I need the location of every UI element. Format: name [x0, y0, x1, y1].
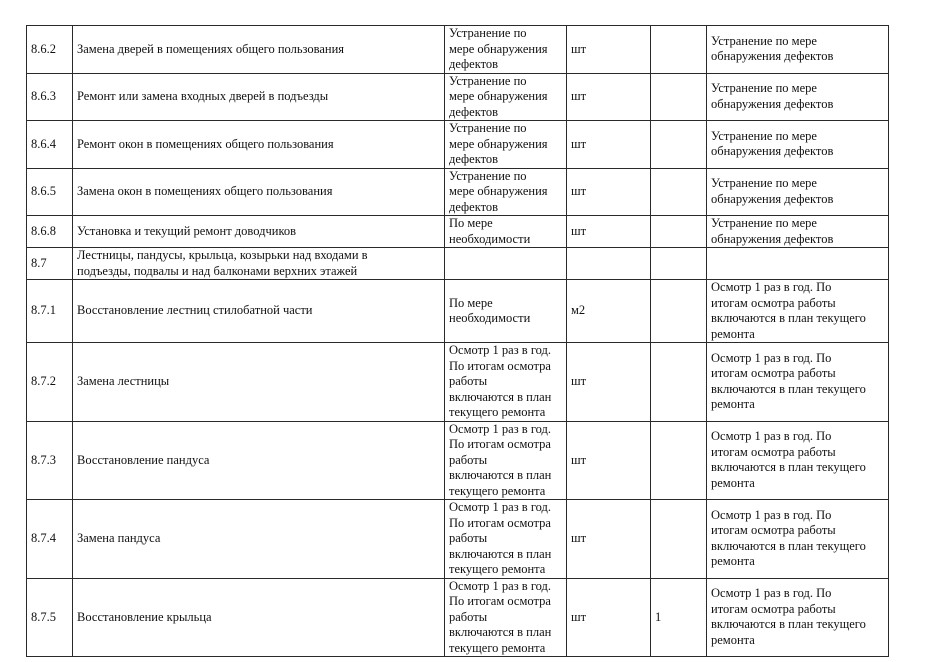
row-number: 8.6.2 [27, 26, 73, 74]
quantity [651, 421, 707, 500]
table-row [27, 121, 889, 169]
work-periodicity: Осмотр 1 раз в год. По итогам осмотра работы включаются в план текущего ремонта [449, 343, 552, 419]
quantity [651, 280, 707, 343]
work-name: Замена окон в помещениях общего пользования [73, 168, 445, 216]
quantity: 1 [651, 578, 707, 657]
unit-of-measure [567, 248, 651, 280]
note: Осмотр 1 раз в год. По итогам осмотра работы включаются в план текущего ремонта [711, 429, 866, 490]
work-name: Замена пандуса [73, 500, 445, 579]
work-periodicity: Осмотр 1 раз в год. По итогам осмотра работы включаются в план текущего ремонта [449, 421, 552, 498]
unit-of-measure: шт [567, 343, 651, 422]
row-number: 8.6.8 [27, 216, 73, 248]
table-row [27, 500, 889, 579]
work-name: Ремонт или замена входных дверей в подъезды [73, 73, 445, 121]
table-row [27, 216, 889, 248]
work-periodicity: По мере необходимости [449, 295, 531, 325]
unit-of-measure: шт [567, 578, 651, 657]
section-number: 8.7 [27, 248, 73, 280]
work-name: Ремонт окон в помещениях общего пользования [73, 121, 445, 169]
table-row [27, 280, 889, 343]
work-periodicity: Устранение по мере обнаружения дефектов [449, 121, 548, 166]
work-periodicity: Устранение по мере обнаружения дефектов [449, 26, 548, 71]
unit-of-measure: шт [567, 216, 651, 248]
note: Осмотр 1 раз в год. По итогам осмотра работы включаются в план текущего ремонта [711, 507, 866, 569]
works-table [26, 25, 889, 657]
work-periodicity: Осмотр 1 раз в год. По итогам осмотра работы включаются в план текущего ремонта [449, 500, 552, 576]
unit-of-measure: м2 [567, 280, 651, 343]
table-row [27, 26, 889, 74]
unit-of-measure: шт [567, 73, 651, 121]
table-row [27, 73, 889, 121]
note: Устранение по мере обнаружения дефектов [711, 176, 834, 206]
quantity [651, 121, 707, 169]
note: Устранение по мере обнаружения дефектов [711, 33, 834, 64]
section-row [27, 248, 889, 280]
row-number: 8.7.5 [27, 578, 73, 657]
work-periodicity: Устранение по мере обнаружения дефектов [449, 73, 548, 119]
quantity [651, 26, 707, 74]
unit-of-measure: шт [567, 121, 651, 169]
unit-of-measure: шт [567, 26, 651, 74]
work-periodicity: По мере необходимости [449, 216, 531, 246]
quantity [651, 216, 707, 248]
note: Устранение по мере обнаружения дефектов [711, 128, 834, 159]
quantity [651, 168, 707, 216]
note [707, 248, 889, 280]
row-number: 8.7.1 [27, 280, 73, 343]
row-number: 8.7.3 [27, 421, 73, 500]
quantity [651, 248, 707, 280]
work-periodicity: Осмотр 1 раз в год. По итогам осмотра работы включаются в план текущего ремонта [449, 578, 552, 655]
note: Осмотр 1 раз в год. По итогам осмотра работы включаются в план текущего ремонта [711, 280, 866, 341]
work-name: Установка и текущий ремонт доводчиков [73, 216, 445, 248]
row-number: 8.7.4 [27, 500, 73, 579]
quantity [651, 343, 707, 422]
table-row [27, 421, 889, 500]
work-name: Восстановление крыльца [73, 578, 445, 657]
row-number: 8.6.3 [27, 73, 73, 121]
quantity [651, 500, 707, 579]
table-row [27, 343, 889, 422]
note: Устранение по мере обнаружения дефектов [711, 81, 834, 111]
unit-of-measure: шт [567, 500, 651, 579]
unit-of-measure: шт [567, 421, 651, 500]
work-name: Замена лестницы [73, 343, 445, 422]
note: Устранение по мере обнаружения дефектов [711, 216, 834, 246]
work-name: Замена дверей в помещениях общего пользования [73, 26, 445, 74]
note: Осмотр 1 раз в год. По итогам осмотра работы включаются в план текущего ремонта [711, 350, 866, 412]
work-periodicity: Устранение по мере обнаружения дефектов [449, 168, 548, 214]
note: Осмотр 1 раз в год. По итогам осмотра работы включаются в план текущего ремонта [711, 586, 866, 647]
work-name: Восстановление лестниц стилобатной части [73, 280, 445, 343]
row-number: 8.6.5 [27, 168, 73, 216]
work-periodicity [445, 248, 567, 280]
table-row [27, 168, 889, 216]
row-number: 8.7.2 [27, 343, 73, 422]
row-number: 8.6.4 [27, 121, 73, 169]
quantity [651, 73, 707, 121]
table-row [27, 578, 889, 657]
unit-of-measure: шт [567, 168, 651, 216]
section-title: Лестницы, пандусы, крыльца, козырьки над входами в подъезды, подвалы и над балконами верхних этажей [77, 248, 368, 278]
work-name: Восстановление пандуса [73, 421, 445, 500]
